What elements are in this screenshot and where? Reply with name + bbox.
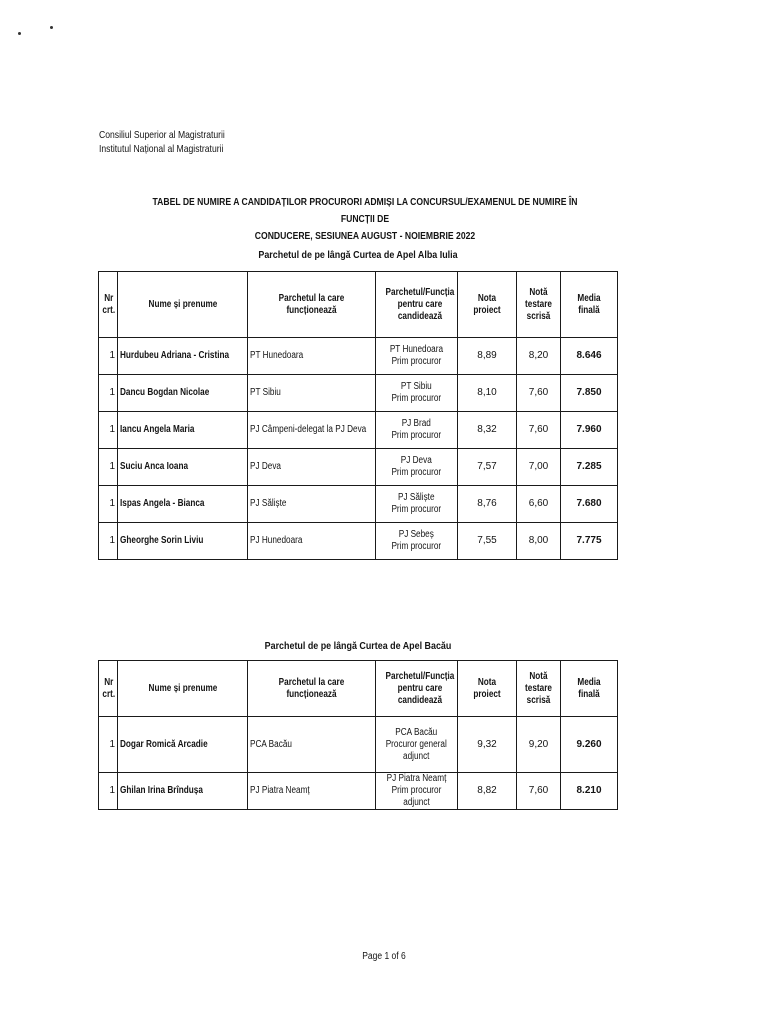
target-position: PCA Bacău Procuror general adjunct — [376, 717, 458, 773]
target-position: PJ Piatra Neamț Prim procuror adjunct — [376, 773, 458, 810]
results-table-bacau — [98, 660, 618, 810]
candidate-name: Suciu Anca Ioana — [118, 449, 248, 486]
candidate-name: Dancu Bogdan Nicolae — [118, 375, 248, 412]
final-average: 7.850 — [561, 375, 618, 412]
written-test-score: 9,20 — [517, 717, 561, 773]
candidate-name: Ghilan Irina Brîndușa — [118, 773, 248, 810]
column-header-nr: Nr crt. — [99, 272, 118, 338]
current-unit: PT Sibiu — [248, 375, 376, 412]
final-average: 8.210 — [561, 773, 618, 810]
scan-speck — [18, 32, 21, 35]
row-number: 1 — [99, 338, 118, 375]
row-number: 1 — [99, 717, 118, 773]
table-header-row — [99, 661, 618, 717]
column-header-name: Nume și prenume — [118, 661, 248, 717]
current-unit: PJ Deva — [248, 449, 376, 486]
document-title-line-2: CONDUCERE, SESIUNEA AUGUST - NOIEMBRIE 2022 — [254, 230, 476, 242]
written-test-score: 7,60 — [517, 773, 561, 810]
institution-line-1: Consiliul Superior al Magistraturii — [99, 129, 225, 141]
section-title-alba-iulia: Parchetul de pe lângă Curtea de Apel Alba Iulia — [258, 249, 458, 261]
current-unit: PJ Câmpeni-delegat la PJ Deva — [248, 412, 376, 449]
project-score: 9,32 — [458, 717, 517, 773]
table-row — [99, 486, 618, 523]
table-row — [99, 717, 618, 773]
target-position: PJ Sebeș Prim procuror — [376, 523, 458, 560]
row-number: 1 — [99, 412, 118, 449]
column-header-written: Notă testare scrisă — [517, 272, 561, 338]
column-header-nr: Nr crt. — [99, 661, 118, 717]
document-title — [148, 194, 583, 245]
table-row — [99, 773, 618, 810]
final-average: 7.775 — [561, 523, 618, 560]
table-row — [99, 338, 618, 375]
final-average: 7.285 — [561, 449, 618, 486]
final-average: 8.646 — [561, 338, 618, 375]
candidate-name: Ispas Angela - Bianca — [118, 486, 248, 523]
page-number: Page 1 of 6 — [362, 951, 406, 962]
target-position: PJ Brad Prim procuror — [376, 412, 458, 449]
column-header-project: Nota proiect — [458, 661, 517, 717]
candidate-name: Dogar Romică Arcadie — [118, 717, 248, 773]
written-test-score: 8,20 — [517, 338, 561, 375]
target-position: PT Sibiu Prim procuror — [376, 375, 458, 412]
project-score: 8,82 — [458, 773, 517, 810]
candidate-name: Hurdubeu Adriana - Cristina — [118, 338, 248, 375]
project-score: 8,32 — [458, 412, 517, 449]
written-test-score: 6,60 — [517, 486, 561, 523]
project-score: 7,55 — [458, 523, 517, 560]
column-header-target: Parchetul/Funcția pentru care candidează — [376, 272, 458, 338]
project-score: 8,89 — [458, 338, 517, 375]
written-test-score: 7,00 — [517, 449, 561, 486]
institution-line-2: Institutul Național al Magistraturii — [99, 143, 224, 155]
scan-speck — [50, 26, 53, 29]
column-header-name: Nume și prenume — [118, 272, 248, 338]
project-score: 8,10 — [458, 375, 517, 412]
written-test-score: 7,60 — [517, 375, 561, 412]
column-header-written: Notă testare scrisă — [517, 661, 561, 717]
row-number: 1 — [99, 449, 118, 486]
candidate-name: Iancu Angela Maria — [118, 412, 248, 449]
column-header-unit: Parchetul la care funcționează — [248, 661, 376, 717]
current-unit: PJ Piatra Neamț — [248, 773, 376, 810]
column-header-target: Parchetul/Funcția pentru care candidează — [376, 661, 458, 717]
section-title-bacau: Parchetul de pe lângă Curtea de Apel Bacău — [264, 640, 452, 652]
document-title-line-1: TABEL DE NUMIRE A CANDIDAȚILOR PROCURORI ADMIȘI LA CONCURSUL/EXAMENUL DE NUMIRE ÎN FUNCȚII DE — [152, 196, 578, 225]
written-test-score: 7,60 — [517, 412, 561, 449]
current-unit: PJ Săliște — [248, 486, 376, 523]
target-position: PT Hunedoara Prim procuror — [376, 338, 458, 375]
target-position: PJ Deva Prim procuror — [376, 449, 458, 486]
table-row — [99, 523, 618, 560]
institution-header — [99, 128, 225, 156]
table-header-row — [99, 272, 618, 338]
candidate-name: Gheorghe Sorin Liviu — [118, 523, 248, 560]
table-row — [99, 375, 618, 412]
table-row — [99, 449, 618, 486]
row-number: 1 — [99, 773, 118, 810]
current-unit: PT Hunedoara — [248, 338, 376, 375]
current-unit: PCA Bacău — [248, 717, 376, 773]
project-score: 7,57 — [458, 449, 517, 486]
column-header-final: Media finală — [561, 272, 618, 338]
final-average: 7.960 — [561, 412, 618, 449]
column-header-final: Media finală — [561, 661, 618, 717]
target-position: PJ Săliște Prim procuror — [376, 486, 458, 523]
row-number: 1 — [99, 486, 118, 523]
row-number: 1 — [99, 375, 118, 412]
final-average: 9.260 — [561, 717, 618, 773]
column-header-unit: Parchetul la care funcționează — [248, 272, 376, 338]
column-header-project: Nota proiect — [458, 272, 517, 338]
project-score: 8,76 — [458, 486, 517, 523]
written-test-score: 8,00 — [517, 523, 561, 560]
row-number: 1 — [99, 523, 118, 560]
final-average: 7.680 — [561, 486, 618, 523]
current-unit: PJ Hunedoara — [248, 523, 376, 560]
results-table-alba-iulia — [98, 271, 618, 560]
table-row — [99, 412, 618, 449]
